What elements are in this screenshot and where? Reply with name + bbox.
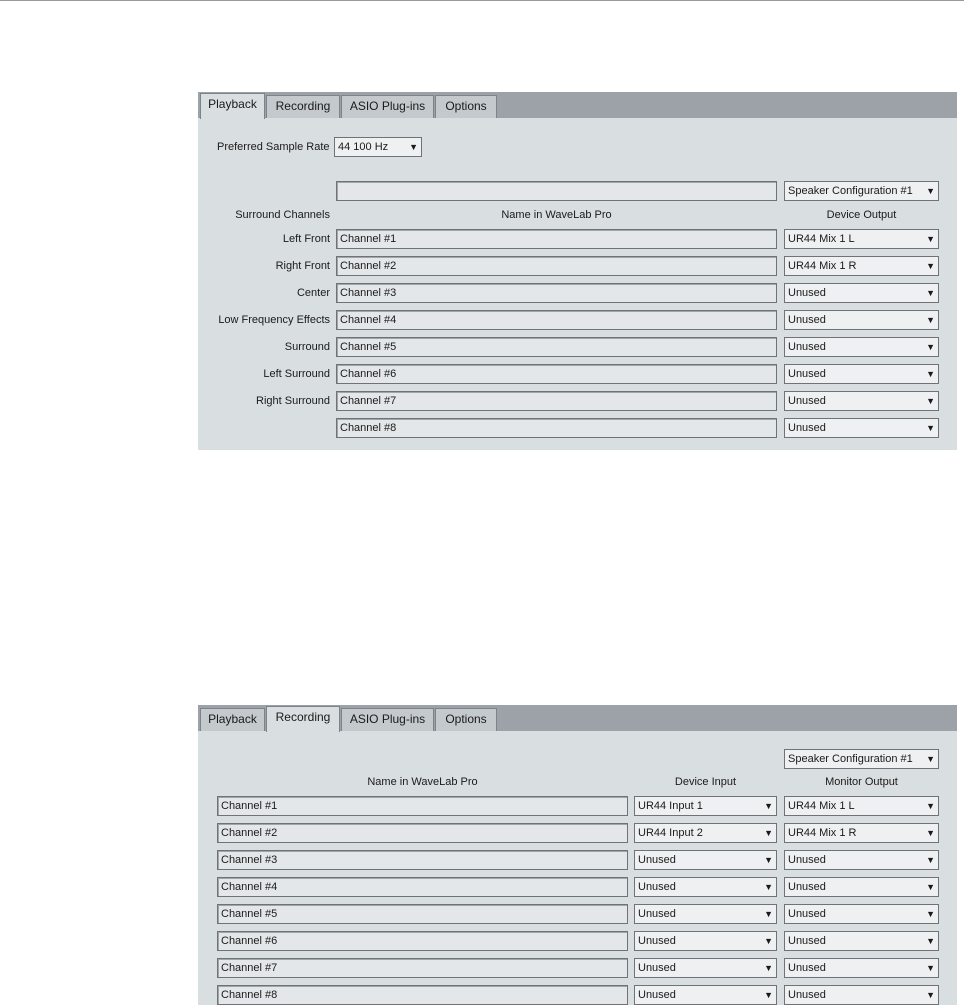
- recording-settings-panel: [198, 705, 957, 1005]
- channel-name-field[interactable]: Channel #2: [336, 256, 777, 276]
- tab-recording[interactable]: Recording: [266, 706, 340, 732]
- device-output-value: Unused: [788, 395, 826, 407]
- monitor-output-dropdown[interactable]: [784, 904, 939, 924]
- channel-name-field[interactable]: Channel #5: [336, 337, 777, 357]
- device-input-dropdown[interactable]: [634, 796, 777, 816]
- monitor-output-dropdown[interactable]: [784, 877, 939, 897]
- triangle-down-icon: ▼: [926, 423, 935, 433]
- device-output-value: UR44 Mix 1 L: [788, 233, 855, 245]
- triangle-down-icon: ▼: [764, 990, 773, 1000]
- triangle-down-icon: ▼: [926, 990, 935, 1000]
- device-output-dropdown[interactable]: [784, 364, 939, 384]
- surround-channel-label: Left Surround: [263, 368, 330, 380]
- triangle-down-icon: ▼: [764, 855, 773, 865]
- monitor-output-dropdown[interactable]: [784, 958, 939, 978]
- name-column-header: Name in WaveLab Pro: [501, 209, 612, 221]
- triangle-down-icon: ▼: [764, 909, 773, 919]
- monitor-output-dropdown[interactable]: [784, 931, 939, 951]
- channel-name-field[interactable]: Channel #4: [217, 877, 628, 897]
- device-output-value: Unused: [788, 422, 826, 434]
- channel-name-field[interactable]: Channel #1: [336, 229, 777, 249]
- tab-asio-plugins[interactable]: ASIO Plug-ins: [341, 708, 434, 731]
- monitor-output-value: UR44 Mix 1 L: [788, 800, 855, 812]
- device-input-value: Unused: [638, 854, 676, 866]
- channel-name-field[interactable]: Channel #8: [336, 418, 777, 438]
- channel-name-field[interactable]: Channel #6: [336, 364, 777, 384]
- channel-name-field[interactable]: Channel #7: [217, 958, 628, 978]
- surround-channels-header: Surround Channels: [235, 209, 330, 221]
- triangle-down-icon: ▼: [764, 882, 773, 892]
- device-output-value: Unused: [788, 314, 826, 326]
- channel-name-field[interactable]: Channel #5: [217, 904, 628, 924]
- device-input-dropdown[interactable]: [634, 904, 777, 924]
- monitor-output-value: Unused: [788, 989, 826, 1001]
- device-output-dropdown[interactable]: [784, 391, 939, 411]
- device-input-dropdown[interactable]: [634, 958, 777, 978]
- triangle-down-icon: ▼: [409, 142, 418, 152]
- triangle-down-icon: ▼: [926, 315, 935, 325]
- sample-rate-label: Preferred Sample Rate: [217, 141, 330, 153]
- device-input-header: Device Input: [674, 776, 737, 788]
- tab-asio-plugins[interactable]: ASIO Plug-ins: [341, 95, 434, 118]
- device-input-value: Unused: [638, 935, 676, 947]
- device-output-value: Unused: [788, 287, 826, 299]
- triangle-down-icon: ▼: [926, 396, 935, 406]
- monitor-output-value: UR44 Mix 1 R: [788, 827, 857, 839]
- tab-options[interactable]: Options: [435, 95, 497, 118]
- channel-name-field[interactable]: Channel #7: [336, 391, 777, 411]
- device-output-value: Unused: [788, 341, 826, 353]
- device-input-value: UR44 Input 1: [638, 800, 703, 812]
- device-input-dropdown[interactable]: [634, 931, 777, 951]
- monitor-output-value: Unused: [788, 854, 826, 866]
- channel-name-field[interactable]: Channel #2: [217, 823, 628, 843]
- channel-name-field[interactable]: Channel #6: [217, 931, 628, 951]
- triangle-down-icon: ▼: [764, 936, 773, 946]
- top-divider: [0, 0, 964, 1]
- monitor-output-dropdown[interactable]: [784, 850, 939, 870]
- triangle-down-icon: ▼: [926, 801, 935, 811]
- triangle-down-icon: ▼: [926, 288, 935, 298]
- speaker-configuration-value: Speaker Configuration #1: [788, 753, 913, 765]
- device-output-dropdown[interactable]: [784, 310, 939, 330]
- speaker-configuration-dropdown[interactable]: [784, 181, 939, 201]
- triangle-down-icon: ▼: [926, 369, 935, 379]
- device-output-dropdown[interactable]: [784, 256, 939, 276]
- channel-name-field[interactable]: Channel #3: [217, 850, 628, 870]
- surround-channel-label: Low Frequency Effects: [218, 314, 330, 326]
- device-output-dropdown[interactable]: [784, 418, 939, 438]
- channel-name-field[interactable]: Channel #8: [217, 985, 628, 1005]
- device-input-dropdown[interactable]: [634, 877, 777, 897]
- triangle-down-icon: ▼: [926, 828, 935, 838]
- tab-options[interactable]: Options: [435, 708, 497, 731]
- surround-channel-label: Right Surround: [256, 395, 330, 407]
- tab-playback[interactable]: Playback: [200, 93, 265, 119]
- tab-bar: [198, 92, 957, 118]
- configuration-name-field[interactable]: [336, 181, 777, 201]
- device-output-dropdown[interactable]: [784, 337, 939, 357]
- device-input-value: Unused: [638, 908, 676, 920]
- device-output-dropdown[interactable]: [784, 283, 939, 303]
- monitor-output-header: Monitor Output: [825, 776, 898, 788]
- triangle-down-icon: ▼: [926, 261, 935, 271]
- tab-bar: [198, 705, 957, 731]
- speaker-configuration-dropdown[interactable]: [784, 749, 939, 769]
- name-column-header: Name in WaveLab Pro: [367, 776, 478, 788]
- device-output-dropdown[interactable]: [784, 229, 939, 249]
- sample-rate-dropdown[interactable]: [334, 137, 422, 157]
- device-input-value: UR44 Input 2: [638, 827, 703, 839]
- triangle-down-icon: ▼: [926, 909, 935, 919]
- triangle-down-icon: ▼: [926, 234, 935, 244]
- tab-playback[interactable]: Playback: [200, 708, 265, 731]
- monitor-output-value: Unused: [788, 881, 826, 893]
- speaker-configuration-value: Speaker Configuration #1: [788, 185, 913, 197]
- device-input-dropdown[interactable]: [634, 985, 777, 1005]
- triangle-down-icon: ▼: [926, 855, 935, 865]
- device-output-value: Unused: [788, 368, 826, 380]
- monitor-output-dropdown[interactable]: [784, 823, 939, 843]
- device-input-value: Unused: [638, 881, 676, 893]
- surround-channel-label: Left Front: [282, 233, 330, 245]
- device-output-header: Device Output: [826, 209, 897, 221]
- playback-settings-panel: [198, 92, 957, 450]
- device-input-value: Unused: [638, 989, 676, 1001]
- triangle-down-icon: ▼: [764, 801, 773, 811]
- monitor-output-dropdown[interactable]: [784, 985, 939, 1005]
- triangle-down-icon: ▼: [926, 754, 935, 764]
- device-input-dropdown[interactable]: [634, 823, 777, 843]
- device-input-dropdown[interactable]: [634, 850, 777, 870]
- monitor-output-value: Unused: [788, 908, 826, 920]
- monitor-output-value: Unused: [788, 962, 826, 974]
- channel-name-field[interactable]: Channel #4: [336, 310, 777, 330]
- monitor-output-dropdown[interactable]: [784, 796, 939, 816]
- triangle-down-icon: ▼: [926, 186, 935, 196]
- device-output-value: UR44 Mix 1 R: [788, 260, 857, 272]
- triangle-down-icon: ▼: [764, 828, 773, 838]
- tab-recording[interactable]: Recording: [266, 95, 340, 118]
- triangle-down-icon: ▼: [926, 882, 935, 892]
- triangle-down-icon: ▼: [764, 963, 773, 973]
- surround-channel-label: Right Front: [275, 260, 330, 272]
- channel-name-field[interactable]: Channel #1: [217, 796, 628, 816]
- monitor-output-value: Unused: [788, 935, 826, 947]
- surround-channel-label: Surround: [284, 341, 330, 353]
- surround-channel-label: Center: [296, 287, 330, 299]
- triangle-down-icon: ▼: [926, 936, 935, 946]
- device-input-value: Unused: [638, 962, 676, 974]
- triangle-down-icon: ▼: [926, 963, 935, 973]
- channel-name-field[interactable]: Channel #3: [336, 283, 777, 303]
- triangle-down-icon: ▼: [926, 342, 935, 352]
- sample-rate-value: 44 100 Hz: [338, 141, 389, 153]
